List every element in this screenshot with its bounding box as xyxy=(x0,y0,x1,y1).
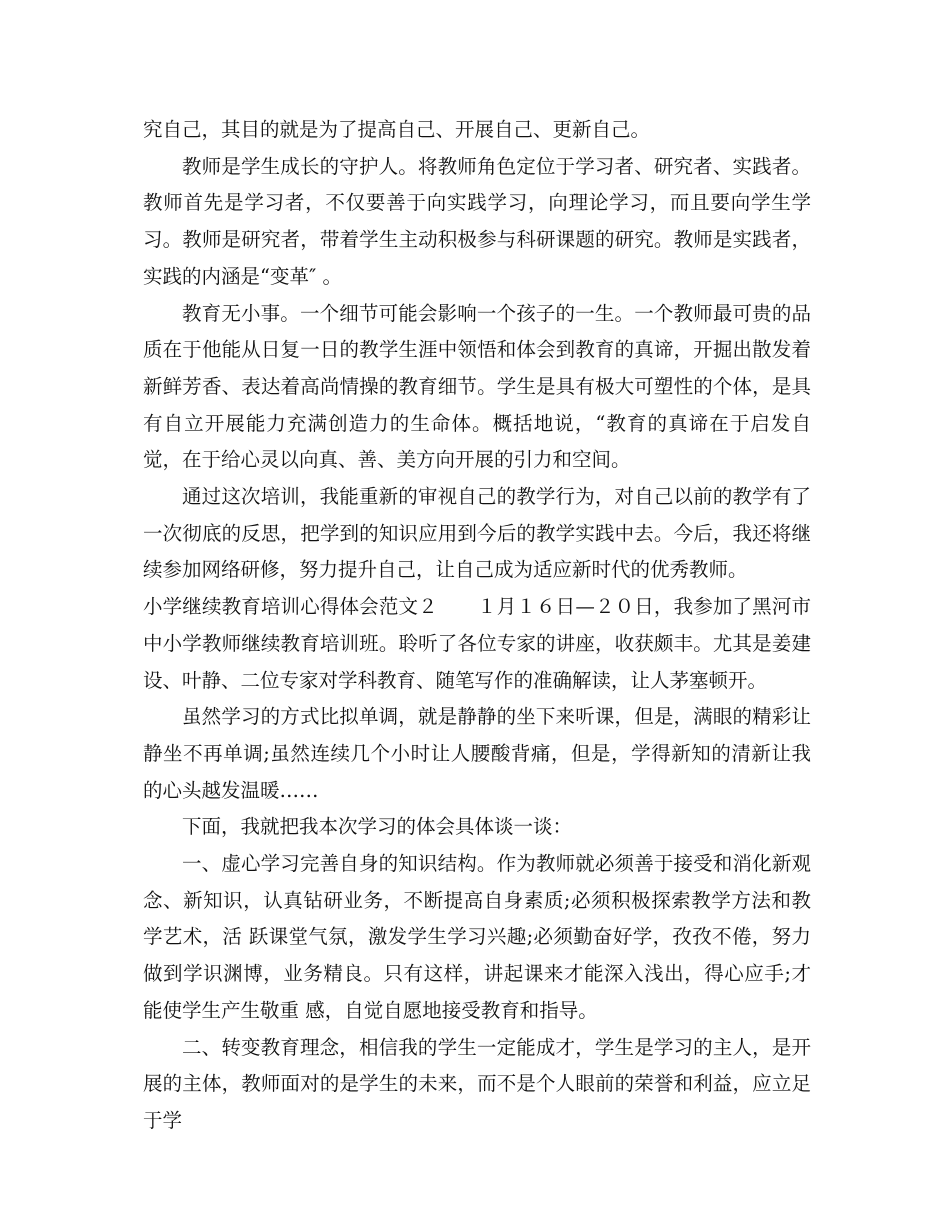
paragraph-3: 教育无小事。一个细节可能会影响一个孩子的一生。一个教师最可贵的品质在于他能从日复一日的教学生涯中领悟和体会到教育的真谛，开掘出散发着新鲜芳香、表达着高尚情操的教育细节。学生是具有极大可塑性的个体，是具有自立开展能力充满创造力的生命体。概括地说，“教育的真谛在于启发自觉，在于给心灵以向真、善、美方向开展的引力和空间。 xyxy=(143,301,811,472)
document-body xyxy=(143,112,811,1140)
paragraph-6: 虽然学习的方式比拟单调，就是静静的坐下来听课，但是，满眼的精彩让静坐不再单调;虽然连续几个小时让人腰酸背痛，但是，学得新知的清新让我的心头越发温暖…… xyxy=(143,705,811,802)
paragraph-5: 小学继续教育培训心得体会范文２ １月１６日—２０日，我参加了黑河市中小学教师继续教育培训班。聆听了各位专家的讲座，收获颇丰。尤其是姜建设、叶静、二位专家对学科教育、随笔写作的准确解读，让人茅塞顿开。 xyxy=(143,595,811,692)
paragraph-4: 通过这次培训，我能重新的审视自己的教学行为，对自己以前的教学有了一次彻底的反思，把学到的知识应用到今后的教学实践中去。今后，我还将继续参加网络研修，努力提升自己，让自己成为适应新时代的优秀教师。 xyxy=(143,485,811,582)
paragraph-2: 教师是学生成长的守护人。将教师角色定位于学习者、研究者、实践者。教师首先是学习者，不仅要善于向实践学习，向理论学习，而且要向学生学习。教师是研究者，带着学生主动积极参与科研课题的研究。教师是实践者，实践的内涵是“变革″ 。 xyxy=(143,154,811,288)
paragraph-1: 究自己，其目的就是为了提高自己、开展自己、更新自己。 xyxy=(143,118,651,141)
paragraph-7: 下面，我就把我本次学习的体会具体谈一谈： xyxy=(182,815,573,839)
paragraph-9: 二、转变教育理念，相信我的学生一定能成才，学生是学习的主人，是开展的主体，教师面对的是学生的未来，而不是个人眼前的荣誉和利益，应立足于学 xyxy=(143,1035,811,1132)
paragraph-8: 一、虚心学习完善自身的知识结构。作为教师就必须善于接受和消化新观念、新知识，认真钻研业务，不断提高自身素质;必须积极探索教学方法和教学艺术，活 跃课堂气氛，激发学生学习兴趣;必须勤奋好学，孜孜不倦，努力做到学识渊博，业务精良。只有这样，讲起课来才能深入浅出，得心应手;才能使学生产生敬重 感，自觉自愿地接受教育和指导。 xyxy=(143,852,811,1022)
